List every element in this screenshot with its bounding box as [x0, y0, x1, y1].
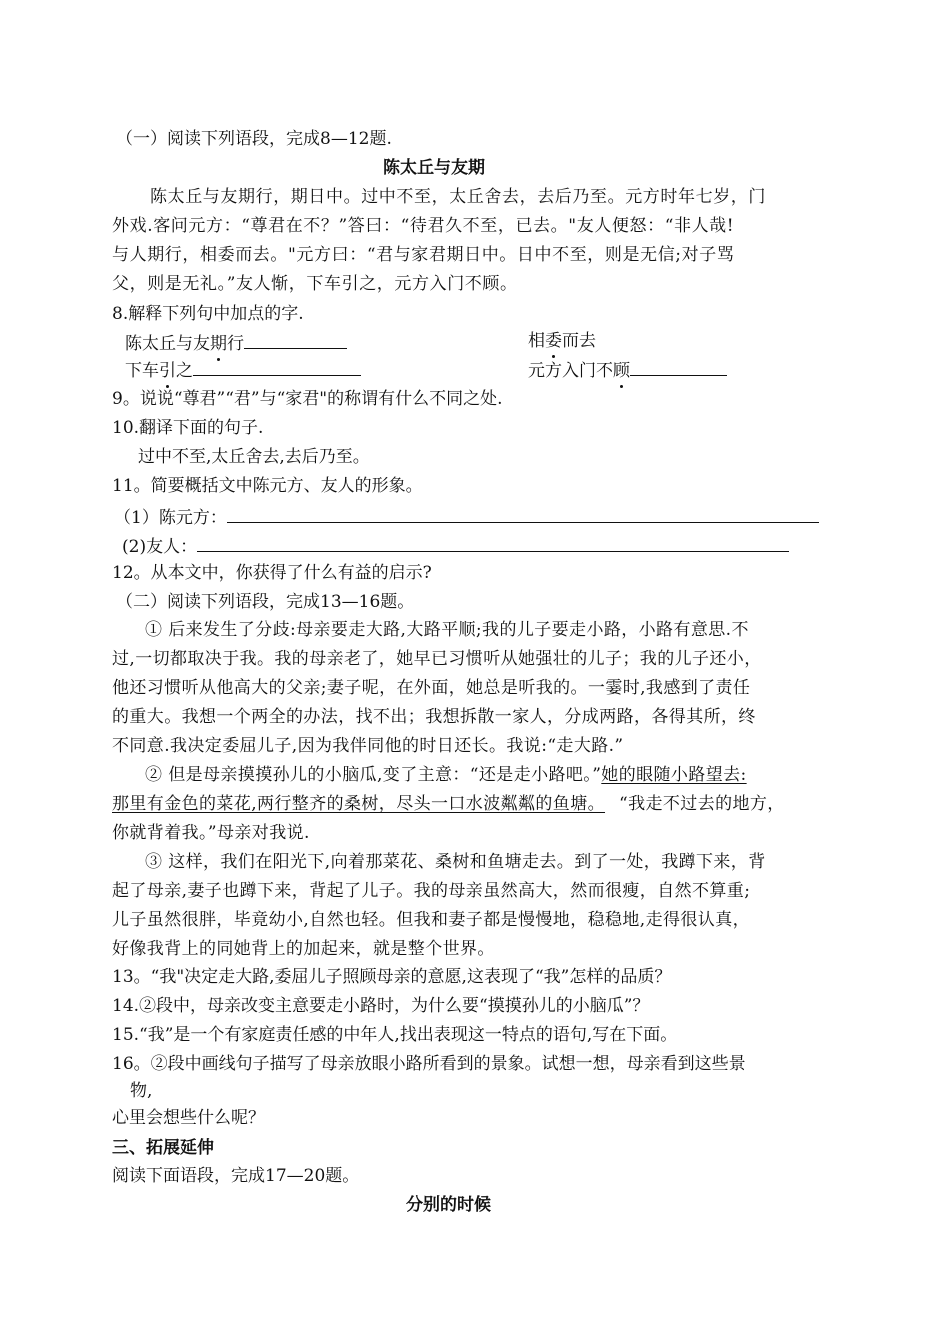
- question-16: 16。②段中画线句子描写了母亲放眼小路所看到的景象。试想一想，母亲看到这些景: [112, 1054, 746, 1074]
- question-14: 14.②段中，母亲改变主意要走小路时，为什么要“摸摸孙儿的小脑瓜”？: [112, 996, 650, 1016]
- question-12: 12。从本文中，你获得了什么有益的启示?: [112, 563, 432, 583]
- passage-line: 陈太丘与友期行，期日中。过中不至，太丘舍去，去后乃至。元方时年七岁，门: [150, 187, 766, 207]
- q8-item-1: [125, 330, 347, 355]
- q8-item-text: 元方入门不: [528, 361, 613, 381]
- paragraph-line: 儿子虽然很胖，毕竟幼小,自然也轻。但我和妻子都是慢慢地，稳稳地,走得很认真，: [112, 910, 751, 930]
- q8-item-text: 下车: [125, 361, 159, 381]
- paragraph-line: 不同意.我决定委屈儿子,因为我伴同他的时日还长。我说:“走大路.”: [112, 736, 624, 756]
- section3-title: 分别的时候: [406, 1195, 491, 1215]
- paragraph-line: [145, 764, 747, 786]
- q11-b: [122, 533, 789, 558]
- question-10: 10.翻译下面的句子.: [112, 418, 264, 438]
- paragraph-line: 起了母亲,妻子也蹲下来，背起了儿子。我的母亲虽然高大，然而很瘦，自然不算重;: [112, 881, 751, 901]
- q8-item-2: [528, 330, 596, 352]
- passage-line: 外戏.客问元方：“尊君在不？”答曰：“待君久不至，已去。"友人便怒：“非人哉!: [112, 216, 735, 236]
- q8-item-text: 行: [227, 334, 244, 354]
- question-13: 13。“我"决定走大路,委屈儿子照顾母亲的意愿,这表现了“我”怎样的品质？: [112, 967, 672, 987]
- paragraph-line: ① 后来发生了分歧:母亲要走大路,大路平顺;我的儿子要走小路，小路有意思.不: [145, 620, 749, 640]
- passage-title: 陈太丘与友期: [383, 158, 485, 178]
- q8-item-text: 相: [528, 331, 545, 351]
- underlined-sentence: 她的眼随小路望去:: [601, 765, 747, 785]
- q8-item-4: [528, 357, 727, 382]
- q8-item-text: 而去: [562, 331, 596, 351]
- paragraph-line: 你就背着我。”母亲对我说.: [112, 823, 310, 843]
- q11-a-label: （1）陈元方：: [114, 508, 227, 528]
- answer-blank[interactable]: [630, 357, 727, 376]
- paragraph-line: [112, 793, 785, 815]
- section2-heading: （二）阅读下列语段，完成13—16题。: [116, 592, 415, 612]
- paragraph-line: 过,一切都取决于我。我的母亲老了，她早已习惯听从她强壮的儿子；我的儿子还小，: [112, 649, 762, 669]
- dotted-char: 期: [210, 334, 227, 354]
- dotted-char: 委: [545, 331, 562, 351]
- question-9: 9。说说“尊君”“君”与“家君"的称谓有什么不同之处.: [112, 389, 503, 409]
- section1-heading: （一）阅读下列语段，完成8—12题.: [116, 129, 392, 149]
- answer-blank[interactable]: [197, 533, 789, 552]
- answer-blank[interactable]: [227, 504, 819, 523]
- section3-intro: 阅读下面语段，完成17—20题。: [112, 1166, 360, 1186]
- paragraph-line: 他还习惯听从他高大的父亲;妻子呢，在外面，她总是听我的。一霎时,我感到了责任: [112, 678, 751, 698]
- q11-a: [114, 504, 819, 529]
- dotted-char: 顾: [613, 361, 630, 381]
- q8-item-text: 之: [176, 361, 193, 381]
- question-8: 8.解释下列句中加点的字.: [112, 304, 304, 324]
- answer-blank[interactable]: [193, 357, 361, 376]
- section3-heading: 三、拓展延伸: [112, 1138, 214, 1158]
- answer-blank[interactable]: [244, 330, 347, 349]
- question-16-cont: 物,: [130, 1081, 153, 1101]
- question-11: 11。简要概括文中陈元方、友人的形象。: [112, 476, 423, 496]
- plain-text: ② 但是母亲摸摸孙儿的小脑瓜,变了主意：“还是走小路吧。”: [145, 765, 602, 785]
- paragraph-line: 的重大。我想一个两全的办法，找不出；我想拆散一家人，分成两路，各得其所，终: [112, 707, 756, 727]
- q10-sentence: 过中不至,太丘舍去,去后乃至。: [138, 447, 370, 467]
- dotted-char: 引: [159, 361, 176, 381]
- plain-text: “我走不过去的地方，: [619, 794, 785, 814]
- passage-line: 与人期行，相委而去。"元方曰：“君与家君期日中。日中不至，则是无信;对子骂: [112, 245, 735, 265]
- question-16-cont: 心里会想些什么呢？: [112, 1108, 265, 1128]
- underlined-sentence: 那里有金色的菜花,两行整齐的桑树，尽头一口水波粼粼的鱼塘。: [112, 794, 606, 814]
- q11-b-label: (2)友人：: [122, 537, 198, 557]
- question-15: 15.“我”是一个有家庭责任感的中年人,找出表现这一特点的语句,写在下面。: [112, 1025, 678, 1045]
- passage-line: 父，则是无礼。”友人惭，下车引之，元方入门不顾。: [112, 274, 518, 294]
- q8-item-3: [125, 357, 361, 382]
- q8-item-text: 陈太丘与友: [125, 334, 210, 354]
- paragraph-line: ③ 这样，我们在阳光下,向着那菜花、桑树和鱼塘走去。到了一处，我蹲下来，背: [145, 852, 766, 872]
- paragraph-line: 好像我背上的同她背上的加起来，就是整个世界。: [112, 939, 495, 959]
